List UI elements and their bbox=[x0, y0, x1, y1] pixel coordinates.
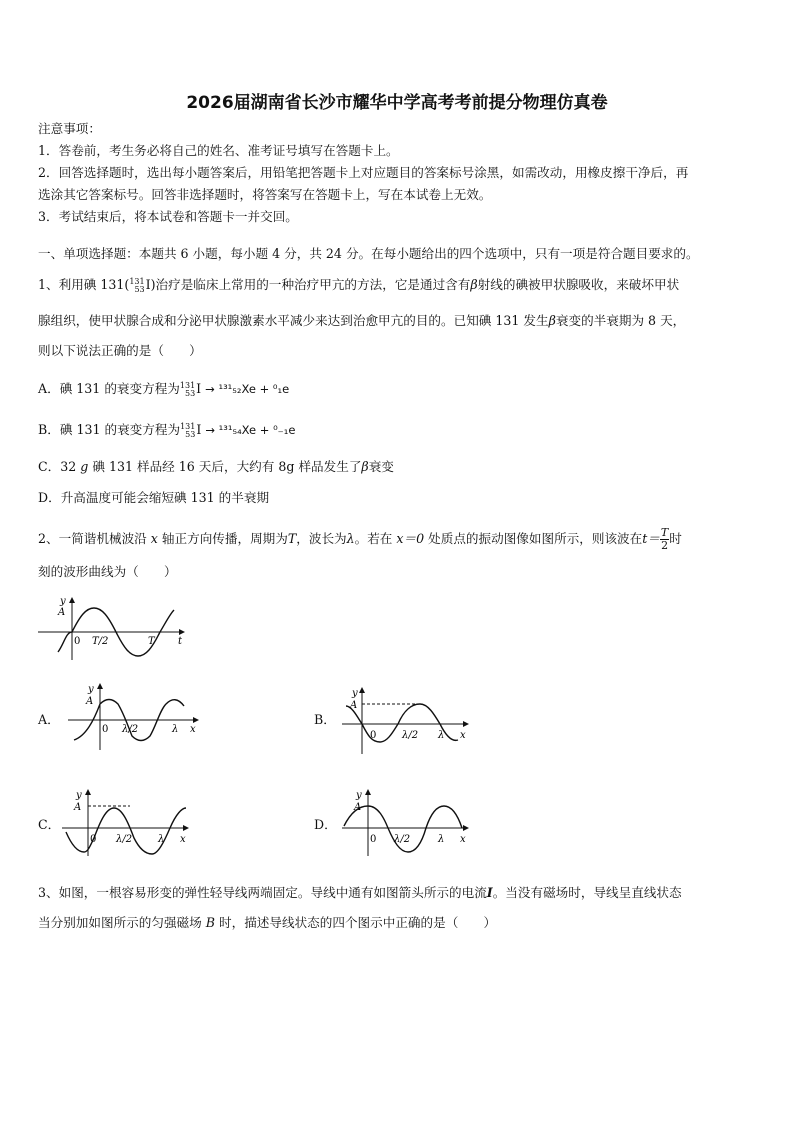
wavelength-label: λ bbox=[158, 834, 165, 845]
q3-line-1 bbox=[38, 885, 682, 901]
q1-option-c-text-b: 碘 131 样品经 16 天后，大约有 8g 样品发生了 bbox=[92, 459, 362, 474]
period-symbol: T bbox=[287, 531, 297, 546]
q2-option-c-label[interactable]: C． bbox=[38, 817, 61, 832]
q3-text-c: 当分别加如图所示的匀强磁场 bbox=[38, 915, 202, 930]
amplitude-label: A bbox=[74, 802, 82, 813]
q2-option-a-graph[interactable] bbox=[66, 680, 206, 752]
wavelength-label: λ bbox=[438, 730, 445, 741]
beta-symbol: β bbox=[548, 313, 556, 328]
q2-text-c: ，波长为 bbox=[296, 531, 347, 546]
q1-option-c-text-c: 衰变 bbox=[368, 459, 394, 474]
q3-text-b: 。当没有磁场时，导线呈直线状态 bbox=[492, 885, 682, 900]
wavelength-label: λ bbox=[172, 724, 179, 735]
q3-line-2 bbox=[38, 915, 496, 931]
q1-text-b: )治疗是临床上常用的一种治疗甲亢的方法，它是通过含有 bbox=[150, 277, 471, 292]
q1-line-1 bbox=[38, 277, 679, 294]
q2-text-b: 轴正方向传播，周期为 bbox=[161, 531, 288, 546]
x-label: x bbox=[180, 834, 186, 845]
beta-symbol: β bbox=[361, 459, 369, 474]
q2-text-f: 时 bbox=[669, 531, 682, 546]
amplitude-label: A bbox=[354, 802, 362, 813]
wavelength-label: λ bbox=[438, 834, 445, 845]
notice-item-2: 2．回答选择题时，选出每小题答案后，用铅笔把答题卡上对应题目的答案标号涂黑，如需改动，用橡皮擦干净后，再 bbox=[38, 165, 689, 180]
origin-label: 0 bbox=[74, 636, 81, 647]
q1-option-a-text: A．碘 131 的衰变方程为 bbox=[38, 381, 180, 396]
t-fraction: $\frac{T}{2}$ bbox=[660, 526, 669, 552]
t-label: t bbox=[178, 636, 183, 647]
iodine-isotope-numbers: 131 53 bbox=[180, 421, 196, 439]
q2-text-d: 。若在 bbox=[354, 531, 393, 546]
q1-text-a: 1、利用碘 131( bbox=[38, 277, 130, 292]
beta-symbol: β bbox=[470, 277, 478, 292]
iodine-isotope-numbers: 131 53 bbox=[129, 276, 145, 294]
notice-item-1: 1．答卷前，考生务必将自己的姓名、准考证号填写在答题卡上。 bbox=[38, 143, 399, 158]
q2-option-d-label[interactable]: D． bbox=[314, 817, 337, 832]
notice-item-2-cont: 选涂其它答案标号。回答非选择题时，将答案写在答题卡上，写在本试卷上无效。 bbox=[38, 187, 492, 202]
q2-text-e: 处质点的振动图像如图所示，则该波在 bbox=[428, 531, 643, 546]
x-label: x bbox=[460, 834, 466, 845]
magnetic-field-symbol: B bbox=[205, 915, 215, 930]
q1-text-e: 衰变的半衰期为 8 天， bbox=[555, 313, 686, 328]
origin-label: 0 bbox=[90, 834, 97, 845]
origin-label: 0 bbox=[370, 834, 377, 845]
q1-option-b-text: B．碘 131 的衰变方程为 bbox=[38, 422, 181, 437]
origin-label: 0 bbox=[102, 724, 109, 735]
t-equals: t＝ bbox=[642, 531, 660, 546]
iodine-symbol: I bbox=[196, 422, 202, 437]
x-label: x bbox=[190, 724, 196, 735]
y-label: y bbox=[356, 790, 362, 801]
y-label: y bbox=[88, 684, 94, 695]
q1-option-c[interactable] bbox=[38, 459, 394, 475]
q1-option-a-equation: → ¹³¹₅₂Xe + ⁰₁e bbox=[205, 382, 290, 396]
q2-option-a-label[interactable]: A． bbox=[38, 712, 60, 727]
y-label: y bbox=[352, 688, 358, 699]
q1-option-d[interactable]: D．升高温度可能会缩短碘 131 的半衰期 bbox=[38, 490, 270, 505]
half-wavelength-label: λ/2 bbox=[122, 724, 139, 735]
x-symbol: x bbox=[150, 531, 158, 546]
q2-line-2: 刻的波形曲线为（ ） bbox=[38, 564, 177, 579]
y-label: y bbox=[76, 790, 82, 801]
notice-item-3: 3．考试结束后，将本试卷和答题卡一并交回。 bbox=[38, 209, 298, 224]
amplitude-label: A bbox=[86, 696, 94, 707]
vibration-graph bbox=[36, 592, 196, 662]
q3-text-a: 3、如图，一根容易形变的弹性轻导线两端固定。导线中通有如图箭头所示的电流 bbox=[38, 885, 487, 900]
half-wavelength-label: λ/2 bbox=[116, 834, 133, 845]
iodine-symbol: I bbox=[196, 381, 202, 396]
x-label: x bbox=[460, 730, 466, 741]
page-title: 2026届湖南省长沙市耀华中学高考考前提分物理仿真卷 bbox=[186, 93, 608, 113]
q2-option-c-graph[interactable] bbox=[60, 786, 200, 858]
q1-line-2 bbox=[38, 313, 685, 329]
q3-text-d: 时，描述导线状态的四个图示中正确的是（ ） bbox=[219, 915, 497, 930]
q2-option-b-graph[interactable] bbox=[340, 684, 480, 756]
q2-line-1 bbox=[38, 527, 682, 552]
q2-text-a: 2、一简谐机械波沿 bbox=[38, 531, 147, 546]
wavelength-symbol: λ bbox=[346, 531, 355, 546]
q2-option-d-graph[interactable] bbox=[340, 786, 480, 858]
q1-text-c: 射线的碘被甲状腺吸收，来破坏甲状 bbox=[477, 277, 680, 292]
section-heading: 一、单项选择题：本题共 6 小题，每小题 4 分，共 24 分。在每小题给出的四个选项中，只有一项是符合题目要求的。 bbox=[38, 246, 699, 261]
y-label: y bbox=[60, 596, 66, 607]
q1-option-b-equation: → ¹³¹₅₄Xe + ⁰₋₁e bbox=[205, 423, 296, 437]
gram-unit: g bbox=[80, 459, 89, 474]
iodine-isotope-numbers: 131 53 bbox=[179, 380, 196, 398]
q1-option-b[interactable] bbox=[38, 422, 295, 439]
period-label: T bbox=[148, 636, 155, 647]
q1-line-3: 则以下说法正确的是（ ） bbox=[38, 343, 202, 358]
x-zero: x＝0 bbox=[396, 531, 425, 546]
q2-option-b-label[interactable]: B． bbox=[314, 712, 336, 727]
half-wavelength-label: λ/2 bbox=[394, 834, 411, 845]
half-period-label: T/2 bbox=[92, 636, 109, 647]
q1-text-d: 腺组织，使甲状腺合成和分泌甲状腺激素水平减少来达到治愈甲亢的目的。已知碘 131 发生 bbox=[38, 313, 549, 328]
half-wavelength-label: λ/2 bbox=[402, 730, 419, 741]
origin-label: 0 bbox=[370, 730, 377, 741]
iodine-symbol: I bbox=[145, 277, 151, 292]
q1-option-a[interactable] bbox=[38, 381, 289, 398]
q1-option-c-text-a: C．32 bbox=[38, 459, 77, 474]
notice-heading: 注意事项： bbox=[38, 121, 101, 136]
amplitude-label: A bbox=[58, 607, 66, 618]
current-symbol: I bbox=[486, 885, 493, 900]
amplitude-label: A bbox=[350, 700, 358, 711]
